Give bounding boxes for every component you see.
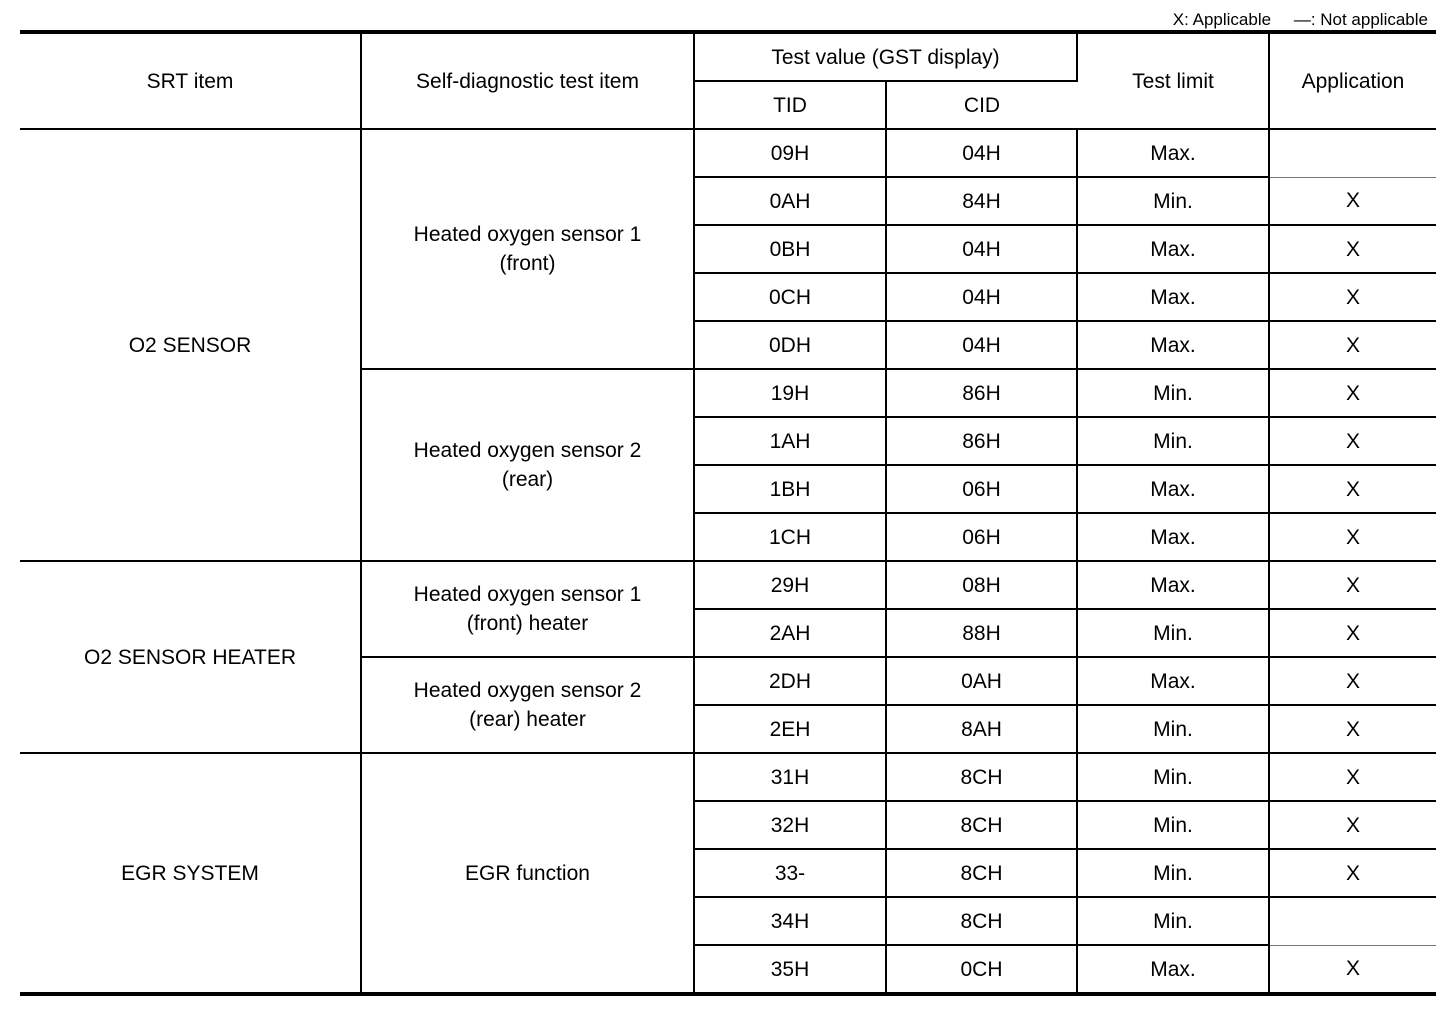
test-limit-cell: Max. <box>1077 273 1269 321</box>
legend <box>1155 10 1428 30</box>
test-limit-cell: Min. <box>1077 897 1269 945</box>
test-limit-cell: Max. <box>1077 465 1269 513</box>
test-limit-cell: Min. <box>1077 369 1269 417</box>
application-cell: X <box>1269 801 1436 849</box>
cid-cell: 06H <box>886 465 1077 513</box>
application-cell <box>1269 897 1436 945</box>
test-limit-cell: Min. <box>1077 849 1269 897</box>
cid-cell: 88H <box>886 609 1077 657</box>
application-cell: X <box>1269 945 1436 994</box>
tid-cell: 2EH <box>694 705 886 753</box>
srt-item-cell: EGR SYSTEM <box>20 753 361 994</box>
header-test-value: Test value (GST display) <box>694 32 1077 81</box>
cid-cell: 0CH <box>886 945 1077 994</box>
application-cell: X <box>1269 657 1436 705</box>
srt-item-cell: O2 SENSOR HEATER <box>20 561 361 753</box>
cid-cell: 04H <box>886 129 1077 177</box>
cid-cell: 08H <box>886 561 1077 609</box>
test-limit-cell: Max. <box>1077 945 1269 994</box>
application-cell: X <box>1269 705 1436 753</box>
application-cell: X <box>1269 321 1436 369</box>
test-limit-cell: Max. <box>1077 129 1269 177</box>
test-limit-cell: Min. <box>1077 705 1269 753</box>
tid-cell: 1CH <box>694 513 886 561</box>
table-row <box>20 561 1436 609</box>
tid-cell: 32H <box>694 801 886 849</box>
srt-item-cell: O2 SENSOR <box>20 129 361 561</box>
cid-cell: 04H <box>886 225 1077 273</box>
self-diagnostic-item-cell: Heated oxygen sensor 2 (rear) heater <box>361 657 694 753</box>
header-application: Application <box>1269 32 1436 129</box>
test-limit-cell: Max. <box>1077 657 1269 705</box>
application-cell: X <box>1269 561 1436 609</box>
application-cell: X <box>1269 849 1436 897</box>
cid-cell: 8CH <box>886 753 1077 801</box>
header-srt-item: SRT item <box>20 32 361 129</box>
table-row <box>20 753 1436 801</box>
test-limit-cell: Max. <box>1077 321 1269 369</box>
test-limit-cell: Min. <box>1077 417 1269 465</box>
test-limit-cell: Max. <box>1077 225 1269 273</box>
tid-cell: 33- <box>694 849 886 897</box>
legend-not-applicable: —: Not applicable <box>1293 10 1428 29</box>
header-tid: TID <box>694 81 886 129</box>
cid-cell: 04H <box>886 321 1077 369</box>
header-self-diagnostic-item: Self-diagnostic test item <box>361 32 694 129</box>
tid-cell: 34H <box>694 897 886 945</box>
tid-cell: 0BH <box>694 225 886 273</box>
test-limit-cell: Min. <box>1077 753 1269 801</box>
cid-cell: 8AH <box>886 705 1077 753</box>
application-cell: X <box>1269 609 1436 657</box>
tid-cell: 2AH <box>694 609 886 657</box>
cid-cell: 06H <box>886 513 1077 561</box>
tid-cell: 1BH <box>694 465 886 513</box>
cid-cell: 8CH <box>886 849 1077 897</box>
application-cell: X <box>1269 369 1436 417</box>
self-diagnostic-item-cell: Heated oxygen sensor 1 (front) heater <box>361 561 694 657</box>
table-row <box>20 129 1436 177</box>
tid-cell: 1AH <box>694 417 886 465</box>
tid-cell: 0CH <box>694 273 886 321</box>
tid-cell: 35H <box>694 945 886 994</box>
test-limit-cell: Min. <box>1077 609 1269 657</box>
cid-cell: 8CH <box>886 801 1077 849</box>
test-limit-cell: Max. <box>1077 561 1269 609</box>
test-limit-cell: Min. <box>1077 177 1269 225</box>
cid-cell: 86H <box>886 417 1077 465</box>
tid-cell: 2DH <box>694 657 886 705</box>
self-diagnostic-item-cell: EGR function <box>361 753 694 994</box>
self-diagnostic-item-cell: Heated oxygen sensor 2 (rear) <box>361 369 694 561</box>
tid-cell: 0DH <box>694 321 886 369</box>
cid-cell: 8CH <box>886 897 1077 945</box>
tid-cell: 31H <box>694 753 886 801</box>
test-limit-cell: Min. <box>1077 801 1269 849</box>
application-cell: X <box>1269 177 1436 225</box>
srt-table <box>20 30 1436 996</box>
application-cell: X <box>1269 417 1436 465</box>
cid-cell: 84H <box>886 177 1077 225</box>
application-cell: X <box>1269 273 1436 321</box>
cid-cell: 0AH <box>886 657 1077 705</box>
tid-cell: 09H <box>694 129 886 177</box>
tid-cell: 19H <box>694 369 886 417</box>
cid-cell: 04H <box>886 273 1077 321</box>
header-test-limit: Test limit <box>1077 32 1269 129</box>
table-header <box>20 32 1436 129</box>
application-cell: X <box>1269 225 1436 273</box>
application-cell: X <box>1269 753 1436 801</box>
table-body <box>20 129 1436 994</box>
self-diagnostic-item-cell: Heated oxygen sensor 1 (front) <box>361 129 694 369</box>
cid-cell: 86H <box>886 369 1077 417</box>
legend-applicable: X: Applicable <box>1172 10 1272 29</box>
header-cid: CID <box>886 81 1077 129</box>
application-cell: X <box>1269 465 1436 513</box>
test-limit-cell: Max. <box>1077 513 1269 561</box>
application-cell: X <box>1269 513 1436 561</box>
tid-cell: 29H <box>694 561 886 609</box>
application-cell <box>1269 129 1436 177</box>
tid-cell: 0AH <box>694 177 886 225</box>
